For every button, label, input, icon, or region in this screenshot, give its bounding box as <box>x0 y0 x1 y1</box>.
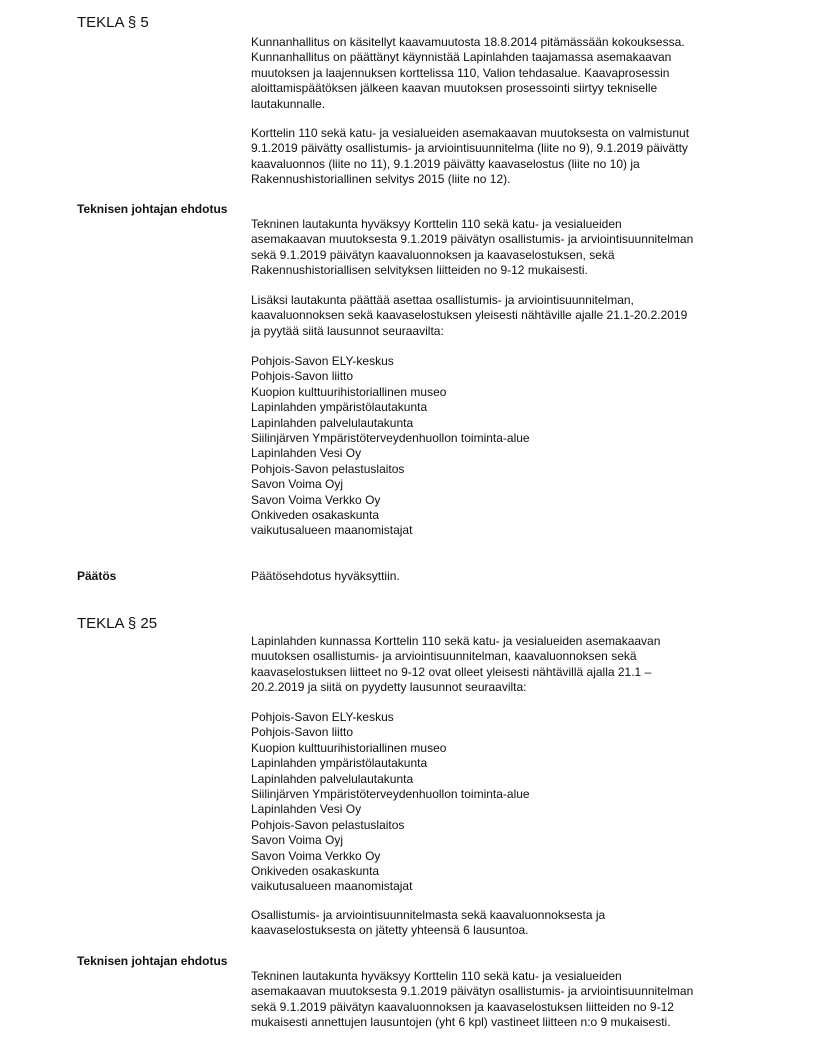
section1-intro <box>251 35 751 112</box>
text-line: sekä 9.1.2019 päivätyn kaavaluonnoksen ja kaavaselostuksen, sekä <box>251 247 615 262</box>
list-item: Savon Voima Oyj <box>251 477 344 492</box>
list-item: Pohjois-Savon liitto <box>251 369 354 384</box>
list-item: vaikutusalueen maanomistajat <box>251 879 413 894</box>
text-line: Kunnanhallitus on käsitellyt kaavamuutosta 18.8.2014 pitämässään kokouksessa. <box>251 35 685 49</box>
list-item: Siilinjärven Ympäristöterveydenhuollon toiminta-alue <box>251 787 530 802</box>
section2-proposal-label: Teknisen johtajan ehdotus <box>77 954 228 968</box>
list-item: Kuopion kulttuurihistoriallinen museo <box>251 384 447 399</box>
text-line: sekä 9.1.2019 päivätyn kaavaluonnoksen ja kaavaselostuksen liitteiden no 9-12 <box>251 999 674 1014</box>
section2-statements <box>251 908 751 939</box>
text-line: ja pyytää siitä lausunnot seuraavilta: <box>251 323 444 338</box>
text-line: asemakaavan muutoksesta 9.1.2019 päivätyn osallistumis- ja arviointisuunnitelman <box>251 984 694 999</box>
list-item: Lapinlahden ympäristölautakunta <box>251 756 428 771</box>
list-item: Kuopion kulttuurihistoriallinen museo <box>251 740 447 755</box>
list-item: Pohjois-Savon ELY-keskus <box>251 354 394 368</box>
text-line: lautakunnalle. <box>251 96 326 111</box>
text-line: kaavaselostuksesta on jätetty yhteensä 6 lausuntoa. <box>251 923 529 938</box>
section1-proposal <box>251 217 751 279</box>
text-line: muutoksen ja laajennuksen korttelissa 110, Valion tehdasalue. Kaavaprosessin <box>251 65 670 80</box>
text-line: Päätösehdotus hyväksyttiin. <box>251 569 400 583</box>
section2-proposal <box>251 969 751 1031</box>
section2-heading: TEKLA § 25 <box>77 615 158 632</box>
text-line: Tekninen lautakunta hyväksyy Korttelin 110 sekä katu- ja vesialueiden <box>251 217 622 231</box>
section1-materials <box>251 126 751 188</box>
list-item: Lapinlahden ympäristölautakunta <box>251 400 428 415</box>
text-line: Lisäksi lautakunta päättää asettaa osallistumis- ja arviointisuunnitelman, <box>251 293 634 307</box>
list-item: Pohjois-Savon liitto <box>251 725 354 740</box>
text-line: Korttelin 110 sekä katu- ja vesialueiden asemakaavan muutoksesta on valmistunut <box>251 126 690 140</box>
list-item: Savon Voima Verkko Oy <box>251 492 381 507</box>
list-item: Siilinjärven Ympäristöterveydenhuollon toiminta-alue <box>251 431 530 446</box>
section1-decision <box>251 569 751 584</box>
text-line: Lapinlahden kunnassa Korttelin 110 sekä katu- ja vesialueiden asemakaavan <box>251 634 661 648</box>
list-item: Pohjois-Savon pelastuslaitos <box>251 817 405 832</box>
list-item: Pohjois-Savon pelastuslaitos <box>251 461 405 476</box>
list-item: Lapinlahden Vesi Oy <box>251 802 362 817</box>
text-line: Kunnanhallitus on päättänyt käynnistää Lapinlahden taajamassa asemakaavan <box>251 50 672 65</box>
section1-decision-label: Päätös <box>77 569 117 583</box>
text-line: mukaisesti annettujen lausuntojen (yht 6 kpl) vastineet liitteen n:o 9 mukaisesti. <box>251 1015 671 1030</box>
list-item: Onkiveden osakaskunta <box>251 864 380 879</box>
list-item: Onkiveden osakaskunta <box>251 508 380 523</box>
section1-proposal-label: Teknisen johtajan ehdotus <box>77 202 228 216</box>
text-line: Tekninen lautakunta hyväksyy Korttelin 110 sekä katu- ja vesialueiden <box>251 969 622 983</box>
text-line: muutoksen osallistumis- ja arviointisuunnitelman, kaavaluonnoksen sekä <box>251 649 637 664</box>
list-item: Savon Voima Verkko Oy <box>251 848 381 863</box>
section1-recipient-list <box>251 354 751 539</box>
text-line: Rakennushistoriallinen selvitys 2015 (liite no 12). <box>251 172 511 187</box>
text-line: 20.2.2019 ja siitä on pyydetty lausunnot seuraavilta: <box>251 680 527 695</box>
section2-recipient-list <box>251 710 751 895</box>
list-item: Pohjois-Savon ELY-keskus <box>251 710 394 724</box>
list-item: Savon Voima Oyj <box>251 833 344 848</box>
text-line: Rakennushistoriallisen selvityksen liitteiden no 9-12 mukaisesti. <box>251 263 588 278</box>
list-item: Lapinlahden palvelulautakunta <box>251 415 414 430</box>
section1-additional <box>251 293 751 339</box>
text-line: kaavaselostuksen liitteet no 9-12 ovat olleet yleisesti nähtävillä ajalla 21.1 – <box>251 664 652 679</box>
list-item: vaikutusalueen maanomistajat <box>251 523 413 538</box>
section2-intro <box>251 634 751 696</box>
text-line: 9.1.2019 päivätty osallistumis- ja arviointisuunnitelma (liite no 9), 9.1.2019 päivätty <box>251 141 688 156</box>
list-item: Lapinlahden Vesi Oy <box>251 446 362 461</box>
text-line: aloittamispäätöksen jälkeen kaavan muutoksen prosessointi siirtyy tekniselle <box>251 81 658 96</box>
text-line: kaavaluonnoksen sekä kaavaselostuksen yleisesti nähtäville ajalle 21.1-20.2.2019 <box>251 308 688 323</box>
list-item: Lapinlahden palvelulautakunta <box>251 771 414 786</box>
text-line: asemakaavan muutoksesta 9.1.2019 päivätyn osallistumis- ja arviointisuunnitelman <box>251 232 694 247</box>
section1-heading: TEKLA § 5 <box>77 14 149 31</box>
text-line: kaavaluonnos (liite no 11), 9.1.2019 päivätty kaavaselostus (liite no 10) ja <box>251 156 640 171</box>
text-line: Osallistumis- ja arviointisuunnitelmasta sekä kaavaluonnoksesta ja <box>251 908 606 922</box>
